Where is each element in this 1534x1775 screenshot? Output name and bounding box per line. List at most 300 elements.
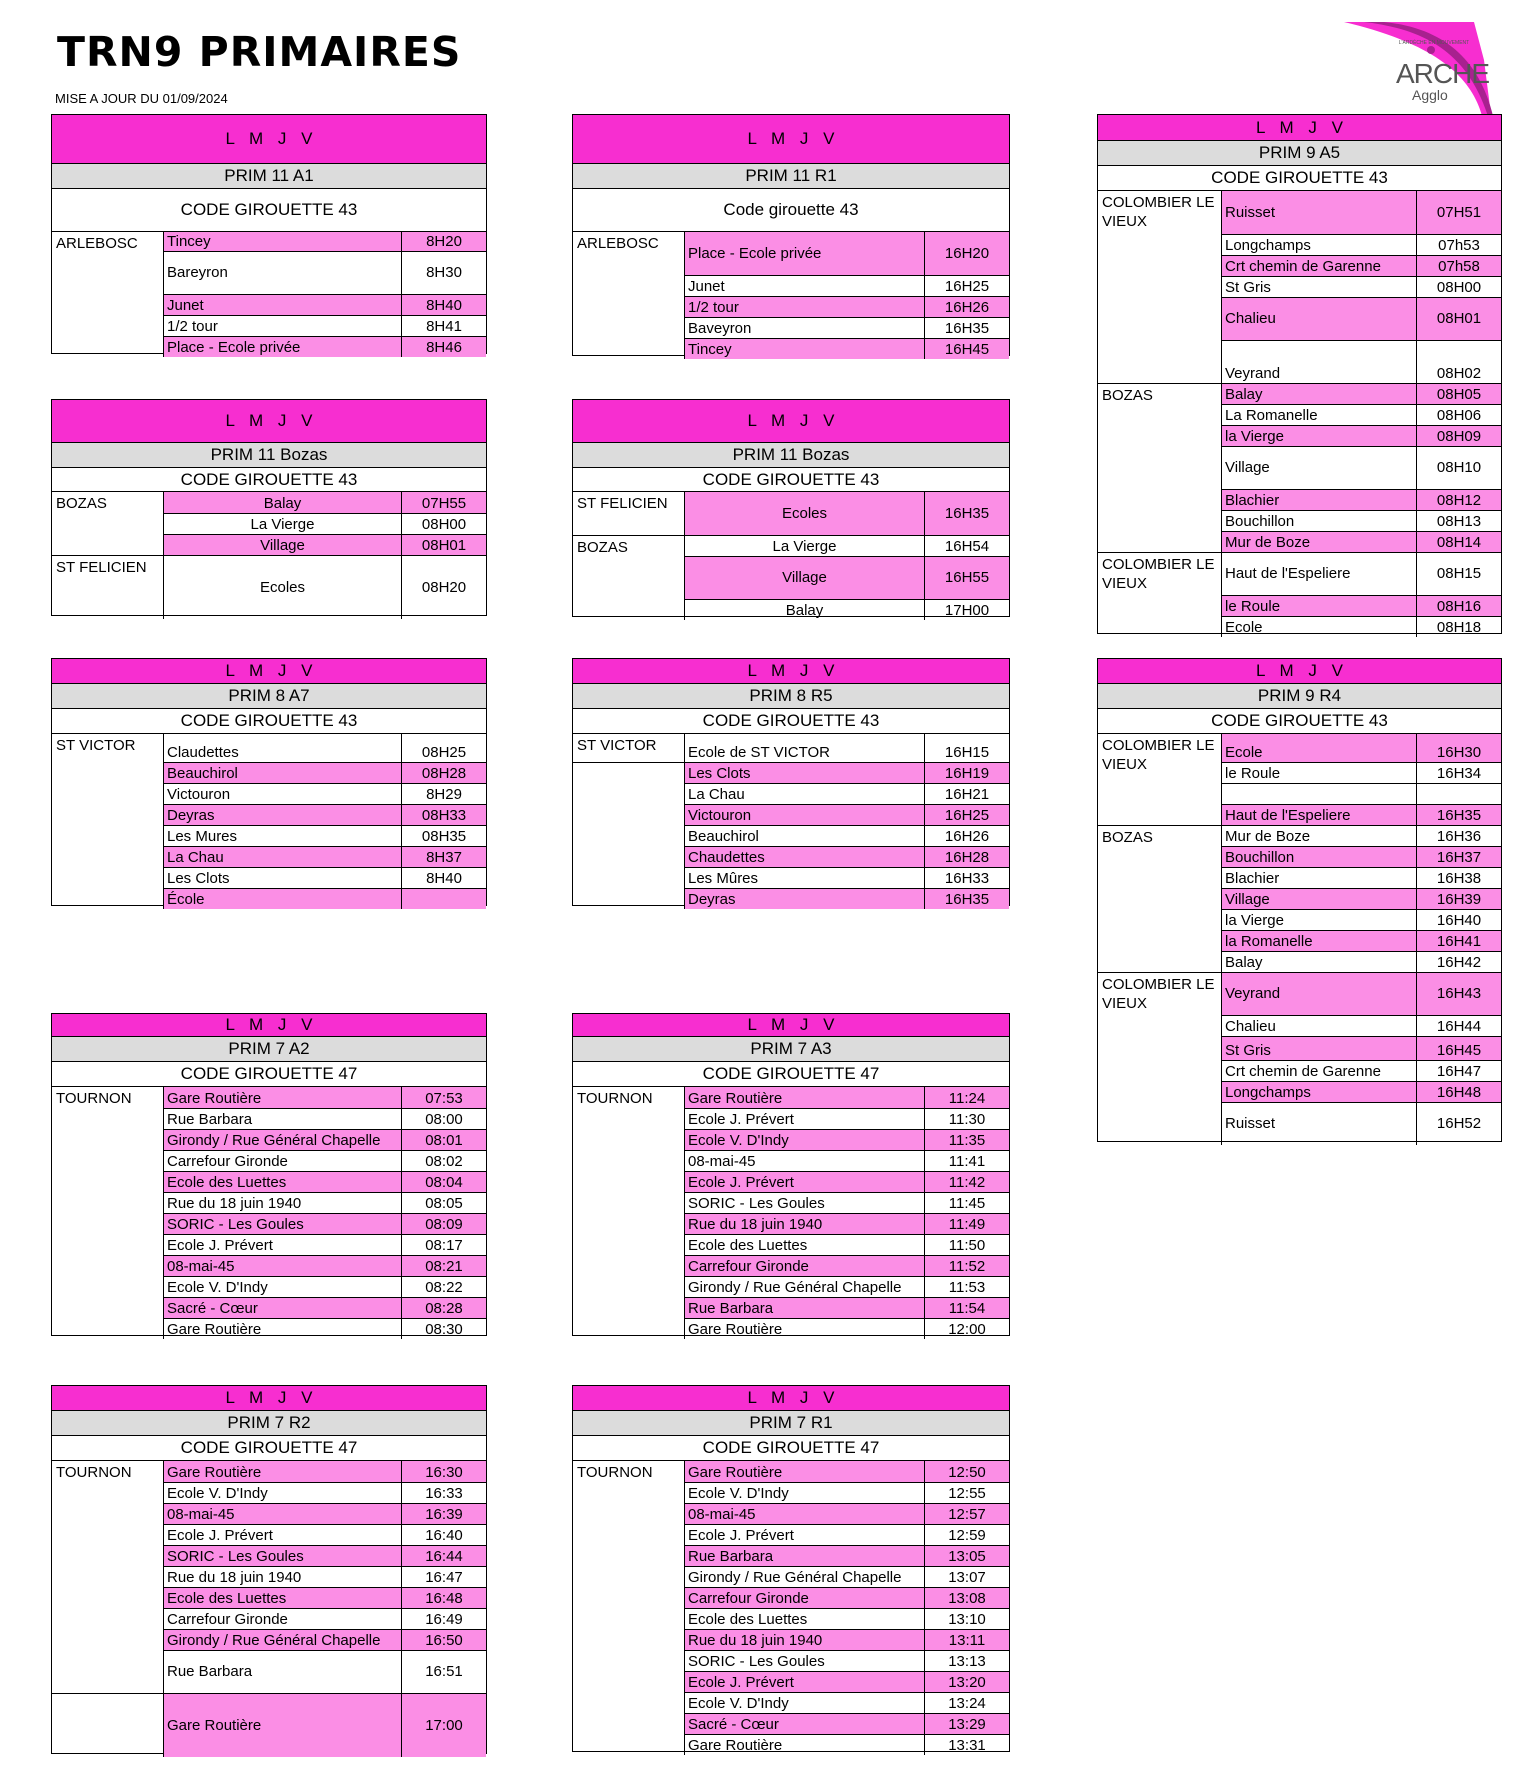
stop-name-text: Les Clots	[688, 765, 751, 782]
stop-time: 17:00	[425, 1716, 463, 1734]
stop-name-text: Ecole des Luettes	[688, 1237, 808, 1254]
stop-time: 16H25	[944, 807, 990, 824]
commune-label: ST FELICIEN	[573, 492, 685, 535]
schedule-table-r5	[572, 658, 1010, 906]
stop-time: 8H41	[426, 318, 462, 335]
stop-name	[1222, 847, 1417, 867]
stop-name-text: Bouchillon	[1225, 849, 1295, 866]
stop-name	[1222, 532, 1417, 552]
stop-name	[685, 1504, 925, 1524]
stop-name	[164, 1504, 402, 1524]
stop-name	[685, 1546, 925, 1566]
commune-label: COLOMBIER LE VIEUX	[1098, 972, 1222, 1145]
stop-name	[164, 316, 402, 336]
stop-name-text: La Vierge	[250, 516, 315, 533]
stop-time: 08:02	[425, 1153, 463, 1170]
stop-row	[685, 804, 1009, 825]
stop-name-text: Haut de l'Espeliere	[1225, 807, 1351, 824]
stop-time: 8H40	[426, 870, 462, 887]
stop-row	[1222, 951, 1501, 972]
stop-name	[1222, 952, 1417, 972]
stop-name	[164, 1256, 402, 1276]
stop-name-text: Crt chemin de Garenne	[1225, 1063, 1381, 1080]
stop-name	[164, 1588, 402, 1608]
stop-name-text: Ecoles	[259, 578, 306, 596]
girouette-code: CODE GIROUETTE 43	[1098, 166, 1501, 191]
stop-row	[164, 734, 486, 762]
route-name: PRIM 11 Bozas	[52, 443, 486, 468]
stop-row	[685, 1671, 1009, 1692]
route-name: PRIM 7 R1	[573, 1411, 1009, 1436]
stop-name	[685, 1087, 925, 1108]
stop-name-text: Ecole des Luettes	[688, 1611, 808, 1628]
stop-name-text: Ecole des Luettes	[167, 1174, 287, 1191]
commune-label: TOURNON	[573, 1461, 685, 1755]
stop-name-text: 08-mai-45	[167, 1258, 235, 1275]
girouette-code: Code girouette 43	[573, 189, 1009, 232]
stop-row	[685, 1734, 1009, 1755]
stop-name	[1222, 341, 1417, 383]
stop-name	[685, 492, 925, 535]
route-name: PRIM 8 R5	[573, 684, 1009, 709]
stop-name	[164, 889, 402, 909]
stop-time: 8H30	[426, 264, 462, 281]
stop-name-text: Victouron	[688, 807, 752, 824]
stop-row	[164, 1318, 486, 1339]
stop-row	[164, 1629, 486, 1650]
stop-name	[1222, 405, 1417, 425]
stop-name	[164, 1151, 402, 1171]
logo-text: ARCHE	[1396, 58, 1490, 89]
stop-name	[1222, 889, 1417, 909]
commune-label: COLOMBIER LE VIEUX	[1098, 552, 1222, 637]
route-name: PRIM 7 A3	[573, 1037, 1009, 1062]
stop-name	[685, 826, 925, 846]
stop-row	[1222, 930, 1501, 951]
stop-row	[164, 1276, 486, 1297]
stop-name-text: 08-mai-45	[167, 1506, 235, 1523]
stop-row	[685, 1171, 1009, 1192]
stop-name	[685, 600, 925, 620]
stop-time: 16H20	[944, 244, 990, 262]
stop-name	[164, 1277, 402, 1297]
stop-name-text: Girondy / Rue Général Chapelle	[688, 1569, 902, 1586]
stop-row	[1222, 762, 1501, 783]
stops-body	[573, 1461, 1009, 1755]
stop-time: 08:22	[425, 1279, 463, 1296]
stop-name-text: Junet	[688, 278, 725, 295]
schedule-table-a7	[51, 658, 487, 906]
stop-row	[1222, 383, 1501, 404]
stop-name	[685, 1172, 925, 1192]
stop-name-text: Rue du 18 juin 1940	[688, 1632, 823, 1649]
stop-name-text: Carrefour Gironde	[167, 1153, 288, 1170]
stop-time: 07H55	[421, 495, 467, 512]
stop-name	[164, 1609, 402, 1629]
stop-name-text: Deyras	[167, 807, 215, 824]
stop-name	[685, 889, 925, 909]
stop-name-text: St Gris	[1225, 1042, 1271, 1059]
stop-name	[1222, 734, 1417, 762]
stop-row	[1222, 234, 1501, 255]
stop-name-text: Girondy / Rue Général Chapelle	[688, 1279, 902, 1296]
stop-time: 08H15	[1436, 565, 1482, 582]
stop-name	[1222, 298, 1417, 340]
stop-time: 13:08	[948, 1590, 986, 1607]
stop-name	[685, 232, 925, 275]
stop-row	[1222, 297, 1501, 340]
stop-time: 16H44	[1436, 1018, 1482, 1035]
stop-name-text: 08-mai-45	[688, 1153, 756, 1170]
stop-row	[164, 1129, 486, 1150]
stop-row	[164, 1587, 486, 1608]
stop-time: 16:30	[425, 1464, 463, 1481]
stop-name	[164, 337, 402, 357]
stop-row	[164, 1566, 486, 1587]
schedule-table-bozas-r	[572, 399, 1010, 617]
stop-name	[1222, 277, 1417, 297]
stop-name	[685, 1319, 925, 1339]
stop-name-text: Victouron	[167, 786, 231, 803]
stop-name	[685, 784, 925, 804]
stop-name	[164, 763, 402, 783]
stop-row	[1222, 783, 1501, 804]
stop-name	[685, 1151, 925, 1171]
stop-row	[164, 783, 486, 804]
girouette-code: CODE GIROUETTE 47	[52, 1062, 486, 1087]
stop-name	[685, 1714, 925, 1734]
stop-name	[685, 1235, 925, 1255]
stop-time: 16H38	[1436, 870, 1482, 887]
stop-time: 11:49	[948, 1216, 986, 1233]
stop-row	[164, 534, 486, 555]
stop-name-text: Gare Routière	[688, 1464, 783, 1481]
days-header: L M J V	[573, 400, 1009, 443]
stop-name-text: Chalieu	[1225, 310, 1276, 327]
stop-name	[685, 1672, 925, 1692]
stop-time: 16H28	[944, 849, 990, 866]
stop-row	[164, 492, 486, 513]
stop-time: 8H29	[426, 786, 462, 803]
stop-name	[685, 276, 925, 296]
stop-row	[685, 1692, 1009, 1713]
stop-time: 08:05	[425, 1195, 463, 1212]
stop-row	[164, 1108, 486, 1129]
stop-name	[164, 1130, 402, 1150]
stop-row	[685, 1629, 1009, 1650]
stop-row	[1222, 1102, 1501, 1145]
stop-name-text: St Gris	[1225, 279, 1271, 296]
stop-time: 08H33	[421, 807, 467, 824]
stop-row	[685, 734, 1009, 762]
commune-label: ARLEBOSC	[52, 232, 164, 357]
logo-top-text: L'ARDÈCHE EN MOUVEMENT	[1398, 40, 1470, 46]
stop-row	[1222, 552, 1501, 595]
stop-name-text: Ecole J. Prévert	[688, 1674, 794, 1691]
stop-name	[164, 805, 402, 825]
stop-name-text: Village	[782, 569, 827, 586]
stop-name-text: Place - Ecole privée	[688, 244, 822, 262]
stop-name-text: Gare Routière	[688, 1737, 783, 1754]
stop-row	[685, 1713, 1009, 1734]
stop-row	[685, 1503, 1009, 1524]
stop-name-text: Ecoles	[781, 504, 828, 522]
stop-time: 16:49	[425, 1611, 463, 1628]
stop-row	[164, 1171, 486, 1192]
stop-time: 8H46	[426, 339, 462, 356]
stop-time: 11:24	[948, 1090, 986, 1107]
stop-name	[685, 1109, 925, 1129]
stop-name	[164, 252, 402, 294]
stop-name-text: Ecole	[1225, 744, 1263, 761]
stop-name	[685, 1214, 925, 1234]
stop-row	[685, 846, 1009, 867]
stop-time: 13:10	[948, 1611, 986, 1628]
stop-row	[685, 1129, 1009, 1150]
stop-row	[1222, 846, 1501, 867]
days-header: L M J V	[52, 1386, 486, 1411]
stop-name	[1222, 384, 1417, 404]
commune-label: BOZAS	[573, 535, 685, 620]
girouette-code: CODE GIROUETTE 47	[573, 1062, 1009, 1087]
stop-row	[685, 1461, 1009, 1482]
stop-name-text: Rue Barbara	[688, 1548, 774, 1565]
stop-row	[164, 555, 486, 619]
stop-name	[164, 734, 402, 762]
stop-row	[685, 1608, 1009, 1629]
stop-row	[164, 804, 486, 825]
stop-time: 13:29	[948, 1716, 986, 1733]
stop-row	[685, 338, 1009, 359]
stop-time: 16H39	[1436, 891, 1482, 908]
stop-name-text: Rue Barbara	[688, 1300, 774, 1317]
stop-row	[1222, 191, 1501, 234]
stop-time: 16H36	[1436, 828, 1482, 845]
stop-time: 16H48	[1436, 1084, 1482, 1101]
route-name: PRIM 11 R1	[573, 164, 1009, 189]
stop-name	[685, 1130, 925, 1150]
stop-name-text: Claudettes	[167, 744, 239, 761]
stop-time: 08H01	[421, 537, 467, 554]
stop-time: 16H21	[944, 786, 990, 803]
stop-name	[685, 1630, 925, 1650]
stop-row	[1222, 1081, 1501, 1102]
stop-time: 13:20	[948, 1674, 986, 1691]
stop-time: 16H47	[1436, 1063, 1482, 1080]
stop-name-text: Carrefour Gironde	[688, 1590, 809, 1607]
stop-name-text: Gare Routière	[167, 1464, 262, 1481]
stop-row	[164, 1150, 486, 1171]
stop-name-text: Chalieu	[1225, 1018, 1276, 1035]
stop-name-text: le Roule	[1225, 598, 1281, 615]
stop-name	[685, 557, 925, 599]
stop-row	[685, 1276, 1009, 1297]
stop-name	[1222, 256, 1417, 276]
stop-name	[164, 1087, 402, 1108]
stop-time: 08H14	[1436, 534, 1482, 551]
stop-time: 11:42	[948, 1174, 986, 1191]
stop-name	[685, 1298, 925, 1318]
girouette-code: CODE GIROUETTE 43	[52, 468, 486, 492]
stop-name	[685, 536, 925, 556]
stop-row	[164, 251, 486, 294]
stop-row	[1222, 734, 1501, 762]
stop-name-text: Village	[1225, 459, 1270, 476]
stop-name-text: Junet	[167, 297, 204, 314]
stop-name	[1222, 1082, 1417, 1102]
days-header: L M J V	[1098, 659, 1501, 684]
stop-name-text: 08-mai-45	[688, 1506, 756, 1523]
stop-time: 16H26	[944, 299, 990, 316]
stop-name-text: Village	[260, 537, 305, 554]
stop-name	[164, 1525, 402, 1545]
stop-row	[164, 1545, 486, 1566]
stop-row	[164, 1608, 486, 1629]
stop-name-text: Sacré - Cœur	[167, 1300, 258, 1317]
commune-label: ST FELICIEN	[52, 555, 164, 619]
stop-row	[164, 1650, 486, 1693]
stop-row	[1222, 425, 1501, 446]
commune-label: TOURNON	[52, 1461, 164, 1693]
stop-time: 16H54	[944, 538, 990, 555]
stop-name-text: Chaudettes	[688, 849, 765, 866]
stop-row	[685, 1255, 1009, 1276]
stop-name-text: Veyrand	[1225, 365, 1281, 382]
stop-name-text: Longchamps	[1225, 237, 1311, 254]
stop-name	[685, 1483, 925, 1503]
stop-name	[1222, 868, 1417, 888]
stop-time: 08:01	[425, 1132, 463, 1149]
stop-row	[1222, 510, 1501, 531]
schedule-table-a1	[51, 114, 487, 354]
stop-name-text: Crt chemin de Garenne	[1225, 258, 1381, 275]
stop-time: 16:39	[425, 1506, 463, 1523]
stop-row	[685, 1587, 1009, 1608]
girouette-code: CODE GIROUETTE 43	[573, 709, 1009, 734]
route-name: PRIM 7 A2	[52, 1037, 486, 1062]
stop-time: 16H26	[944, 828, 990, 845]
stop-name-text: le Roule	[1225, 765, 1281, 782]
stop-name	[164, 1298, 402, 1318]
stop-row	[685, 867, 1009, 888]
stop-name-text: Rue Barbara	[167, 1663, 253, 1680]
stop-time: 16:47	[425, 1569, 463, 1586]
route-name: PRIM 9 A5	[1098, 141, 1501, 166]
stop-row	[685, 762, 1009, 783]
stop-time: 13:13	[948, 1653, 986, 1670]
stop-row	[1222, 404, 1501, 425]
commune-label: ST VICTOR	[573, 734, 685, 762]
stop-name-text: Les Mures	[167, 828, 238, 845]
stop-name	[685, 1735, 925, 1755]
stop-row	[685, 1318, 1009, 1339]
stop-time: 16H15	[944, 744, 990, 761]
stop-name-text: La Chau	[688, 786, 745, 803]
stop-name	[1222, 617, 1417, 637]
route-name: PRIM 7 R2	[52, 1411, 486, 1436]
stop-name-text: Mur de Boze	[1225, 828, 1311, 845]
stop-name-text: Ecole V. D'Indy	[688, 1695, 789, 1712]
stop-name	[164, 1483, 402, 1503]
stop-row	[164, 825, 486, 846]
stop-row	[685, 535, 1009, 556]
stop-name	[164, 868, 402, 888]
stop-name	[685, 763, 925, 783]
stop-time: 16H41	[1436, 933, 1482, 950]
stop-name-text: Ecole des Luettes	[167, 1590, 287, 1607]
stop-time: 13:07	[948, 1569, 986, 1586]
stop-name-text: Tincey	[167, 233, 211, 250]
stop-name-text: Ecole V. D'Indy	[688, 1132, 789, 1149]
stop-row	[164, 336, 486, 357]
stop-name-text: la Vierge	[1225, 428, 1284, 445]
stop-name-text: La Chau	[167, 849, 224, 866]
stop-name	[164, 492, 402, 513]
stop-time: 11:45	[948, 1195, 986, 1212]
stop-time: 16H35	[1436, 807, 1482, 824]
stop-row	[1222, 804, 1501, 825]
stop-name	[164, 847, 402, 867]
stop-time: 16H34	[1436, 765, 1482, 782]
stop-name-text: Carrefour Gironde	[688, 1258, 809, 1275]
stop-name	[685, 1588, 925, 1608]
stop-time: 11:50	[948, 1237, 986, 1254]
stop-row	[1222, 340, 1501, 383]
stop-name	[1222, 910, 1417, 930]
stop-name-text: École	[167, 891, 205, 908]
stop-name-text: Gare Routière	[167, 1321, 262, 1338]
stop-time: 11:35	[948, 1132, 986, 1149]
schedule-table-a3	[572, 1013, 1010, 1336]
stop-row	[1222, 255, 1501, 276]
stop-name	[685, 1651, 925, 1671]
days-header: L M J V	[52, 115, 486, 164]
stop-name-text: Gare Routière	[167, 1090, 262, 1107]
stop-row	[164, 1524, 486, 1545]
days-header: L M J V	[573, 115, 1009, 164]
girouette-code: CODE GIROUETTE 47	[52, 1436, 486, 1461]
stops-body	[573, 492, 1009, 620]
stop-row	[164, 1255, 486, 1276]
days-header: L M J V	[573, 1386, 1009, 1411]
stop-row	[1222, 867, 1501, 888]
commune-label: BOZAS	[1098, 825, 1222, 972]
stops-body	[52, 1087, 486, 1339]
stop-row	[685, 1545, 1009, 1566]
stop-row	[685, 1192, 1009, 1213]
stop-time: 11:54	[948, 1300, 986, 1317]
stop-time: 08H06	[1436, 407, 1482, 424]
stop-name	[685, 847, 925, 867]
stop-row	[164, 1482, 486, 1503]
stop-time: 8H20	[426, 233, 462, 250]
stop-time: 13:05	[948, 1548, 986, 1565]
stop-name	[164, 1214, 402, 1234]
stop-name	[1222, 235, 1417, 255]
stop-time: 16H42	[1436, 954, 1482, 971]
stop-time: 07:53	[425, 1090, 463, 1107]
stop-row	[685, 1482, 1009, 1503]
stop-name	[164, 232, 402, 251]
stop-name-text: Les Clots	[167, 870, 230, 887]
stop-name-text: SORIC - Les Goules	[688, 1653, 825, 1670]
stop-time: 13:24	[948, 1695, 986, 1712]
stop-row	[1222, 1036, 1501, 1060]
stop-row	[1222, 595, 1501, 616]
commune-label: COLOMBIER LE VIEUX	[1098, 191, 1222, 383]
stop-row	[1222, 531, 1501, 552]
stop-row	[164, 232, 486, 251]
